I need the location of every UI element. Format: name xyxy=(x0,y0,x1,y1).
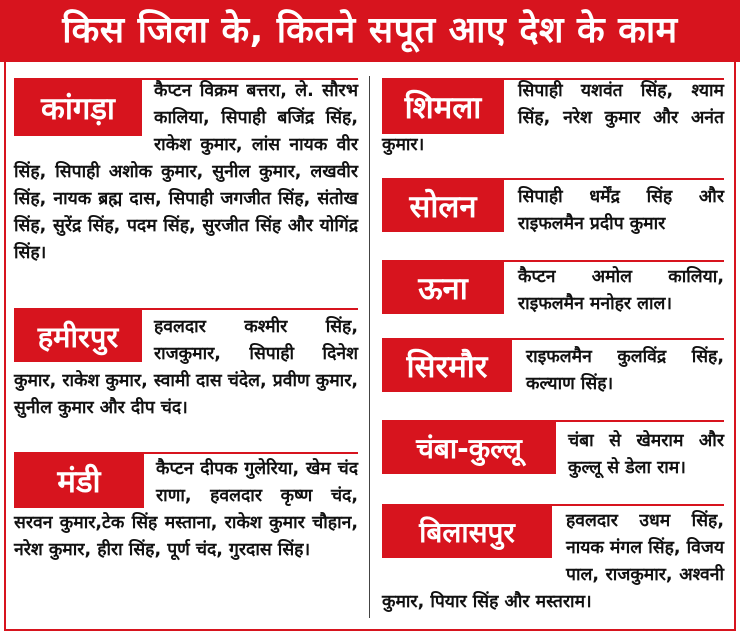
district-label-chamba-kullu: चंबा-कुल्लू xyxy=(382,422,556,474)
martyr-names-shimla: सिपाही यशवंत सिंह, श्याम सिंह, नरेश कुमार और अनंत कुमार। xyxy=(382,81,724,155)
district-label-mandi: मंडी xyxy=(14,454,144,508)
martyr-names-solan: सिपाही धर्मेंद्र सिंह और राइफलमैन प्रदीप कुमार xyxy=(518,187,724,234)
district-block-kangra xyxy=(14,78,358,300)
district-label-sirmaur: सिरमौर xyxy=(382,340,512,392)
district-label-kangra: कांगड़ा xyxy=(14,80,142,136)
martyr-names-kangra: कैप्टन विक्रम बत्तरा, ले. सौरभ कालिया, सिपाही बजिंद्र सिंह, राकेश कुमार, लांस नायक वीर सिंह, सिपाही अशोक कुमार, सुनील कुमार, लखवीर सिंह, नायक ब्रह्म दास, सिपाही जगजीत सिंह, संतोख सिंह, सुरेंद्र सिंह, पदम सिंह, सुरजीत सिंह और योगिंद्र सिंह। xyxy=(14,81,358,263)
district-label-bilaspur: बिलासपुर xyxy=(382,506,552,558)
district-label-solan: सोलन xyxy=(382,180,504,232)
district-block-una xyxy=(382,260,724,322)
martyr-list-kangra xyxy=(14,78,358,267)
district-block-bilaspur xyxy=(382,504,724,622)
martyr-list-sirmaur xyxy=(382,344,724,398)
martyr-names-bilaspur: हवलदार उधम सिंह, नायक मंगल सिंह, विजय पाल, राजकुमार, अश्वनी कुमार, पियार सिंह और मस्तराम। xyxy=(382,511,724,612)
martyr-names-mandi: कैप्टन दीपक गुलेरिया, खेम चंद राणा, हवलदार कृष्ण चंद, सरवन कुमार,टेक सिंह मस्ताना, राकेश कुमार चौहान, नरेश कुमार, हीरा सिंह, पूर्ण चंद, गुरदास सिंह। xyxy=(14,459,358,560)
page-title: किस जिला के, कितने सपूत आए देश के काम xyxy=(0,0,740,62)
district-block-shimla xyxy=(382,78,724,168)
martyr-list-bilaspur xyxy=(382,508,724,616)
district-block-mandi xyxy=(14,452,358,618)
district-block-sirmaur xyxy=(382,338,724,400)
district-block-solan xyxy=(382,178,724,240)
martyr-list-solan xyxy=(382,184,724,238)
martyr-list-chamba-kullu xyxy=(382,428,724,482)
district-label-shimla: शिमला xyxy=(382,80,504,134)
martyr-names-hamirpur: हवलदार कश्मीर सिंह, राजकुमार, सिपाही दिनेश कुमार, राकेश कुमार, स्वामी दास चंदेल, प्रवीण कुमार, सुनील कुमार और दीप चंद। xyxy=(14,317,358,418)
column-divider xyxy=(369,76,370,618)
martyr-names-chamba-kullu: चंबा से खेमराम और कुल्लू से डेला राम। xyxy=(568,431,724,478)
martyr-names-una: कैप्टन अमोल कालिया, राइफलमैन मनोहर लाल। xyxy=(518,267,724,314)
martyr-list-hamirpur xyxy=(14,314,358,422)
martyr-names-sirmaur: राइफलमैन कुलविंद्र सिंह, कल्याण सिंह। xyxy=(526,347,724,394)
district-block-chamba-kullu xyxy=(382,420,724,486)
district-label-una: ऊना xyxy=(382,262,504,314)
district-block-hamirpur xyxy=(14,308,358,444)
district-label-hamirpur: हमीरपुर xyxy=(14,310,142,362)
martyr-list-una xyxy=(382,264,724,318)
martyr-list-mandi xyxy=(14,456,358,564)
martyr-list-shimla xyxy=(382,78,724,159)
